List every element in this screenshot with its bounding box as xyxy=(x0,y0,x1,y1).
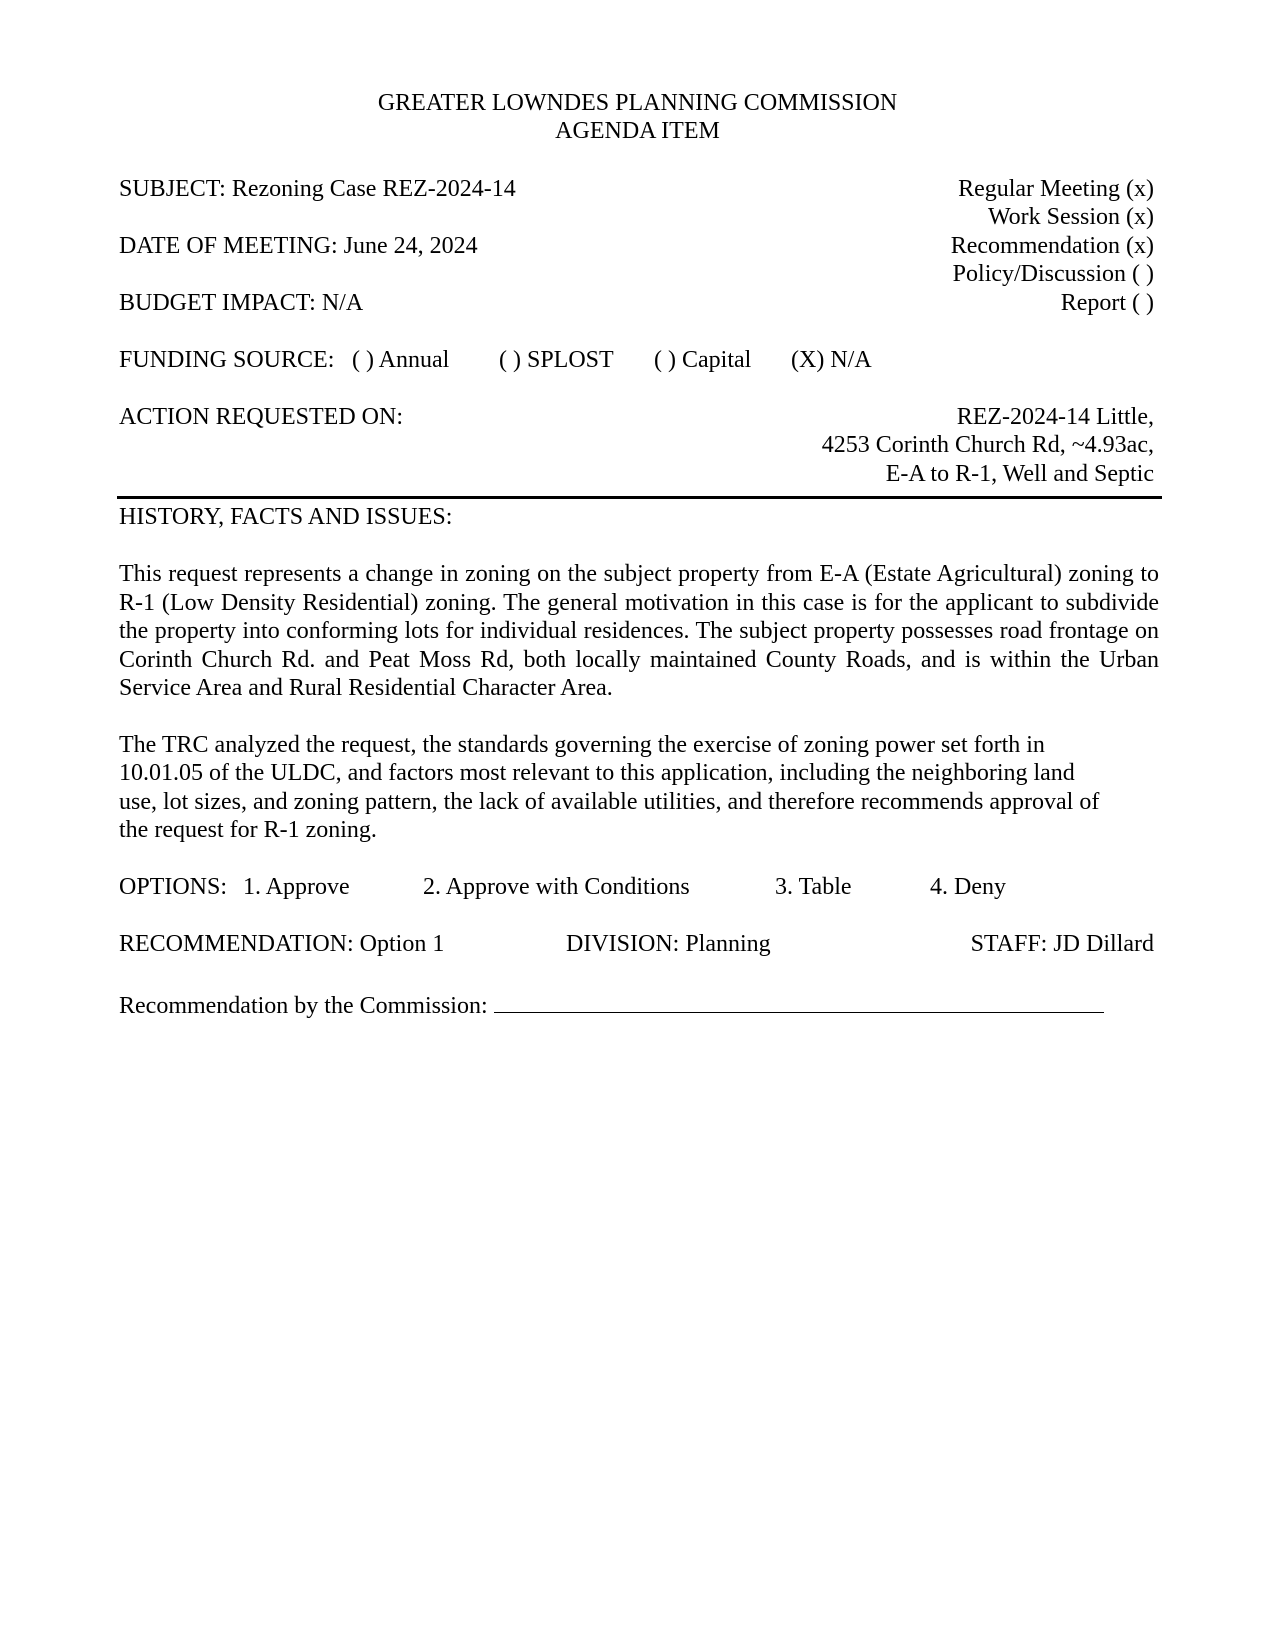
budget-impact-line: BUDGET IMPACT: N/A xyxy=(119,290,364,316)
date-of-meeting-line: DATE OF MEETING: June 24, 2024 xyxy=(119,233,478,259)
options-label: OPTIONS: xyxy=(119,874,228,900)
meeting-type-policy-discussion: Policy/Discussion ( ) xyxy=(952,261,1154,287)
section-divider xyxy=(117,496,1162,499)
document-type-title: AGENDA ITEM xyxy=(555,118,720,144)
subject-line: SUBJECT: Rezoning Case REZ-2024-14 xyxy=(119,176,516,202)
option-deny: 4. Deny xyxy=(930,874,1006,900)
option-table: 3. Table xyxy=(775,874,852,900)
action-requested-label: ACTION REQUESTED ON: xyxy=(119,404,403,430)
action-line-zoning: E-A to R-1, Well and Septic xyxy=(885,461,1154,487)
funding-option-capital: ( ) Capital xyxy=(654,347,752,373)
meeting-type-work-session: Work Session (x) xyxy=(987,204,1154,230)
commission-recommendation-row xyxy=(119,990,1104,1021)
meeting-type-report: Report ( ) xyxy=(1060,290,1154,316)
option-approve-with-conditions: 2. Approve with Conditions xyxy=(423,874,690,900)
meeting-type-regular: Regular Meeting (x) xyxy=(958,176,1154,202)
history-paragraph-2-line-2: 10.01.05 of the ULDC, and factors most relevant to this application, including the neighboring land xyxy=(119,760,1075,786)
funding-option-na: (X) N/A xyxy=(791,347,872,373)
history-paragraph-2-line-1: The TRC analyzed the request, the standards governing the exercise of zoning power set forth in xyxy=(119,732,1045,758)
funding-source-label: FUNDING SOURCE: xyxy=(119,347,335,373)
staff-line: STAFF: JD Dillard xyxy=(970,931,1154,957)
organization-title: GREATER LOWNDES PLANNING COMMISSION xyxy=(377,90,898,116)
option-approve: 1. Approve xyxy=(243,874,350,900)
funding-option-splost: ( ) SPLOST xyxy=(499,347,614,373)
history-heading: HISTORY, FACTS AND ISSUES: xyxy=(119,504,453,530)
division-line: DIVISION: Planning xyxy=(566,931,771,957)
commission-recommendation-label: Recommendation by the Commission: xyxy=(119,993,488,1019)
history-paragraph-1: This request represents a change in zoning on the subject property from E-A (Estate Agricultural) zoning to R-1 (Low Density Residential) zoning. The general motivation in this case is for the applicant to subdivide the property into conforming lots for individual residences. The subject property possesses road frontage on Corinth Church Rd. and Peat Moss Rd, both locally maintained County Roads, and is within the Urban Service Area and Rural Residential Character Area. xyxy=(119,561,1159,701)
recommendation-line: RECOMMENDATION: Option 1 xyxy=(119,931,445,957)
history-paragraph-2-line-4: the request for R-1 zoning. xyxy=(119,817,377,843)
meeting-type-recommendation: Recommendation (x) xyxy=(950,233,1154,259)
funding-option-annual: ( ) Annual xyxy=(352,347,450,373)
commission-recommendation-blank[interactable] xyxy=(494,990,1104,1013)
action-line-case: REZ-2024-14 Little, xyxy=(956,404,1154,430)
action-line-address: 4253 Corinth Church Rd, ~4.93ac, xyxy=(821,432,1154,458)
history-paragraph-2-line-3: use, lot sizes, and zoning pattern, the lack of available utilities, and therefore recommends approval of xyxy=(119,789,1100,815)
